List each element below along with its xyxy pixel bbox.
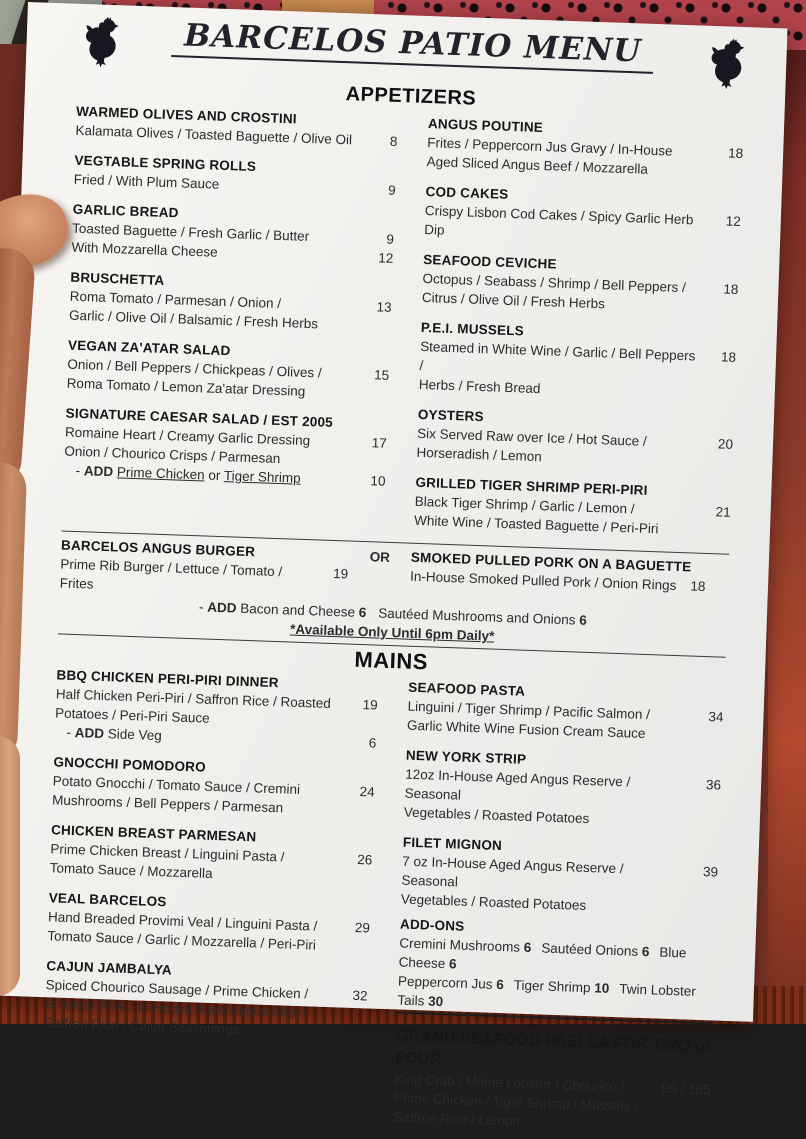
item-desc: Vegetables / Roasted Potatoes xyxy=(400,891,587,914)
item-desc: Frites / Peppercorn Jus Gravy / In-House xyxy=(427,135,673,159)
item-price: 10 xyxy=(370,473,386,489)
item-desc: Crispy Lisbon Cod Cakes / Spicy Garlic Herb Dip xyxy=(424,202,694,238)
item-name: SEAFOOD PASTA xyxy=(408,679,526,699)
add-price: 6 xyxy=(641,944,650,960)
item-price: 18 xyxy=(690,578,706,594)
item-name: VEAL BARCELOS xyxy=(48,890,167,910)
add-dash: - xyxy=(75,462,85,479)
item-price xyxy=(686,725,723,745)
item-price: 9 xyxy=(387,182,396,198)
item-desc: Garlic White Wine Fusion Cream Sauce xyxy=(406,717,646,741)
item-price xyxy=(698,385,735,405)
item-desc: Saffron Rice / Lemon xyxy=(393,1109,521,1129)
item-price xyxy=(701,298,738,318)
add-dash: - xyxy=(66,724,76,741)
item-price: 39 xyxy=(702,864,719,880)
item-name: VEGTABLE SPRING ROLLS xyxy=(74,152,257,175)
item-desc: Citrus / Olive Oil / Fresh Herbs xyxy=(421,289,606,312)
item-price: 12 xyxy=(377,250,394,266)
item-desc: Roma Tomato / Parmesan / Onion / xyxy=(69,288,282,312)
item-desc: Prime Chicken / Tiger Shrimp / Mussels / xyxy=(393,1090,638,1114)
menu-item xyxy=(414,473,732,541)
menu-item xyxy=(44,956,368,1043)
item-price xyxy=(341,713,378,733)
item-name: COD CAKES xyxy=(425,183,509,202)
item-desc: 7 oz In-House Aged Angus Reserve / Seasonal xyxy=(401,853,624,890)
add-ons-block xyxy=(397,915,716,1025)
section-heading-appetizers: APPETIZERS xyxy=(345,83,477,110)
finger xyxy=(0,736,20,996)
or-label: OR xyxy=(369,549,391,565)
item-price: 95 / 185 xyxy=(661,1080,711,1098)
item-desc: Onion / Chourico Crisps / Parmesan xyxy=(64,443,281,467)
item-price xyxy=(706,162,743,182)
item-desc: Hand Breaded Provimi Veal / Linguini Pasta / xyxy=(47,909,318,934)
item-price: 18 xyxy=(720,349,737,365)
add-item: Bacon and Cheese xyxy=(236,600,360,620)
item-desc: Garlic / Olive Oil / Balsamic / Fresh Herbs xyxy=(68,307,319,332)
item-desc: Half Chicken Peri-Piri / Saffron Rice / Roasted xyxy=(55,686,332,711)
add-price: 10 xyxy=(594,980,610,996)
menu-item xyxy=(422,250,740,318)
item-desc: Potato Gnocchi / Tomato Sauce / Cremini xyxy=(52,773,301,797)
mains-right-column xyxy=(393,678,724,1138)
add-price: 30 xyxy=(427,993,444,1010)
item-name: BARCELOS ANGUS BURGER xyxy=(60,537,256,560)
item-desc: With Mozzarella Cheese xyxy=(71,239,218,260)
section-heading-mains: MAINS xyxy=(354,646,429,675)
item-name: CHICKEN BREAST PARMESAN xyxy=(50,822,257,845)
item-name: WARMED OLIVES AND CROSTINI xyxy=(75,103,298,127)
item-price: 18 xyxy=(723,281,739,297)
mains-columns xyxy=(41,665,724,1137)
appetizers-left-column xyxy=(62,102,399,540)
add-item: Blue Cheese xyxy=(398,944,687,972)
paella-block xyxy=(393,1025,712,1137)
add-item: Sautéed Mushrooms and Onions xyxy=(377,605,580,628)
item-name: BBQ CHICKEN PERI-PIRI DINNER xyxy=(56,667,280,691)
item-desc: Black Tiger Shrimp / Garlic / Lemon / xyxy=(414,493,635,517)
item-desc: Octopus / Seabass / Shrimp / Bell Peppers / xyxy=(422,270,687,296)
item-name: NEW YORK STRIP xyxy=(405,747,527,767)
add-item: Peppercorn Jus xyxy=(397,973,497,992)
item-price: 32 xyxy=(352,987,368,1004)
item-price: 21 xyxy=(715,504,731,520)
item-price xyxy=(694,521,731,541)
add-or: or xyxy=(204,467,225,484)
item-desc: Fried / With Plum Sauce xyxy=(73,171,220,192)
menu-item xyxy=(424,182,742,250)
item-price: 18 xyxy=(727,145,744,162)
item-price xyxy=(331,1004,368,1024)
item-desc: Mushrooms / Bell Peppers / Parmesan xyxy=(51,792,284,816)
menu-item xyxy=(47,888,371,956)
add-label: ADD xyxy=(83,463,114,480)
menu-item xyxy=(54,665,378,752)
item-price xyxy=(350,452,387,472)
menu-item xyxy=(59,535,349,602)
add-item: Sautéed Onions xyxy=(541,940,643,959)
item-desc: Prime Chicken Breast / Linguini Pasta / xyxy=(50,841,285,865)
item-desc: Roma Tomato / Lemon Za'atar Dressing xyxy=(66,375,306,399)
item-desc: Toasted Baguette / Fresh Garlic / Butter xyxy=(71,220,310,244)
title-wrap xyxy=(120,13,705,75)
add-price: 6 xyxy=(496,976,505,993)
item-desc: Saffron Rice / Cajun Seasonings xyxy=(44,1015,240,1037)
item-name: SMOKED PULLED PORK ON A BAGUETTE xyxy=(410,549,692,575)
item-price: 17 xyxy=(371,435,388,451)
rooster-icon xyxy=(703,36,747,93)
mains-left-column xyxy=(41,665,378,1125)
item-desc: Herbs / Fresh Bread xyxy=(418,376,541,397)
item-price: 19 xyxy=(362,697,378,713)
add-price: 6 xyxy=(358,604,367,621)
item-price xyxy=(696,453,733,473)
item-price xyxy=(673,1098,710,1118)
item-name: P.E.I. MUSSELS xyxy=(420,319,525,339)
menu-item xyxy=(407,678,725,746)
item-name: VEGAN ZA'ATAR SALAD xyxy=(67,337,231,359)
item-desc: 12oz In-House Aged Angus Reserve / Seasonal xyxy=(404,766,631,803)
item-name: GRILLED TIGER SHRIMP PERI-PIRI xyxy=(415,474,648,498)
add-label: ADD xyxy=(206,599,237,616)
menu-page xyxy=(0,2,788,1129)
add-item: Side Veg xyxy=(103,726,163,744)
item-desc: Prime Rib Burger / Lettuce / Tomato / Frites xyxy=(59,556,283,592)
item-desc: Romaine Heart / Creamy Garlic Dressing xyxy=(64,424,311,449)
item-price: 29 xyxy=(354,919,371,936)
item-desc: Horseradish / Lemon xyxy=(416,444,543,465)
item-price xyxy=(355,316,392,336)
item-price xyxy=(683,812,720,832)
item-price xyxy=(333,936,370,956)
item-desc: Steamed in White Wine / Garlic / Bell Peppers / xyxy=(419,338,696,374)
item-name: GNOCCHI POMODORO xyxy=(53,754,207,775)
item-desc: Onion / Bell Peppers / Chickpeas / Olives / xyxy=(67,356,322,381)
item-price: 8 xyxy=(389,133,398,149)
rooster-icon xyxy=(78,14,122,71)
add-item: Tiger Shrimp xyxy=(513,977,595,996)
menu-item xyxy=(71,200,395,268)
item-price: 36 xyxy=(705,777,722,793)
add-price: 6 xyxy=(448,956,457,972)
add-item: Twin Lobster Tails xyxy=(397,981,697,1009)
item-name: ADD-ONS xyxy=(399,916,465,934)
item-price: 24 xyxy=(359,784,375,800)
item-desc: Spiced Chourico Sausage / Prime Chicken / xyxy=(45,977,309,1002)
item-price xyxy=(335,868,372,888)
item-price: 26 xyxy=(356,852,373,868)
menu-item xyxy=(426,114,744,182)
item-name: FILET MIGNON xyxy=(402,834,503,854)
page-title: BARCELOS PATIO MENU xyxy=(171,17,653,74)
item-price: 12 xyxy=(725,213,742,230)
menu-item xyxy=(49,820,373,888)
item-price: 15 xyxy=(373,367,390,383)
item-price xyxy=(673,1117,710,1137)
item-name: GARLIC BREAD xyxy=(72,201,179,221)
item-price: 19 xyxy=(332,566,349,582)
item-desc: Six Served Raw over Ice / Hot Sauce / xyxy=(416,425,647,449)
item-name: GRAND SEAFOOD PAELLA FOR TWO or FOUR xyxy=(395,1027,712,1069)
item-desc: King Crab / Maine Lobster / Chourico / xyxy=(394,1071,625,1095)
item-price: 6 xyxy=(368,735,377,751)
add-choice: Tiger Shrimp xyxy=(223,468,301,486)
item-name: CAJUN JAMBALYA xyxy=(46,958,173,978)
item-price xyxy=(330,1023,367,1043)
add-price: 6 xyxy=(578,612,588,628)
menu-item xyxy=(404,746,722,833)
item-price: 13 xyxy=(376,299,392,315)
add-choice: Prime Chicken xyxy=(116,464,205,483)
item-desc: Vegetables / Roasted Potatoes xyxy=(403,804,590,827)
menu-item xyxy=(75,102,398,151)
menu-item xyxy=(66,336,390,404)
item-desc: Potatoes / Peri-Piri Sauce xyxy=(54,705,210,726)
add-price: 6 xyxy=(523,939,532,956)
item-desc: Tomato Sauce / Garlic / Mozzarella / Peri-Piri xyxy=(47,928,317,953)
item-name: BRUSCHETTA xyxy=(70,269,165,288)
item-desc: Aged Sliced Angus Beef / Mozzarella xyxy=(426,154,649,177)
item-price xyxy=(338,800,375,820)
menu-item xyxy=(419,318,737,405)
item-desc: Kalamata Olives / Toasted Baguette / Olive Oil xyxy=(75,122,353,148)
menu-item xyxy=(52,752,376,820)
item-name: SIGNATURE CAESAR SALAD / EST 2005 xyxy=(65,405,334,430)
item-price: 9 xyxy=(386,231,395,247)
item-price: 20 xyxy=(717,436,734,452)
item-desc: Linguini / Tiger Shrimp / Pacific Salmon / xyxy=(407,698,651,723)
appetizers-right-column xyxy=(413,114,744,552)
menu-item xyxy=(63,404,387,491)
item-name: OYSTERS xyxy=(417,406,484,425)
item-price: 34 xyxy=(708,709,724,725)
appetizers-columns xyxy=(62,102,744,552)
item-desc: Tomato Sauce / Mozzarella xyxy=(49,860,213,881)
availability-text: *Available Only Until 6pm Daily* xyxy=(289,621,495,644)
menu-item xyxy=(74,151,397,200)
add-dash: - xyxy=(198,599,208,615)
item-name: ANGUS POUTINE xyxy=(427,116,544,136)
item-price xyxy=(680,899,717,919)
menu-item xyxy=(69,268,393,336)
item-desc: Smoked Pork / In-House Aged Angus Beef / xyxy=(44,996,308,1021)
item-name: SEAFOOD CEVICHE xyxy=(422,251,557,272)
item-desc: White Wine / Toasted Baguette / Peri-Piri xyxy=(413,512,659,537)
menu-item xyxy=(416,405,734,473)
menu-item xyxy=(410,548,729,597)
add-label: ADD xyxy=(74,725,105,742)
add-item: Cremini Mushrooms xyxy=(399,935,525,955)
menu-item xyxy=(401,833,719,920)
item-price xyxy=(352,384,389,404)
item-desc: In-House Smoked Pulled Pork / Onion Rings xyxy=(409,568,677,593)
